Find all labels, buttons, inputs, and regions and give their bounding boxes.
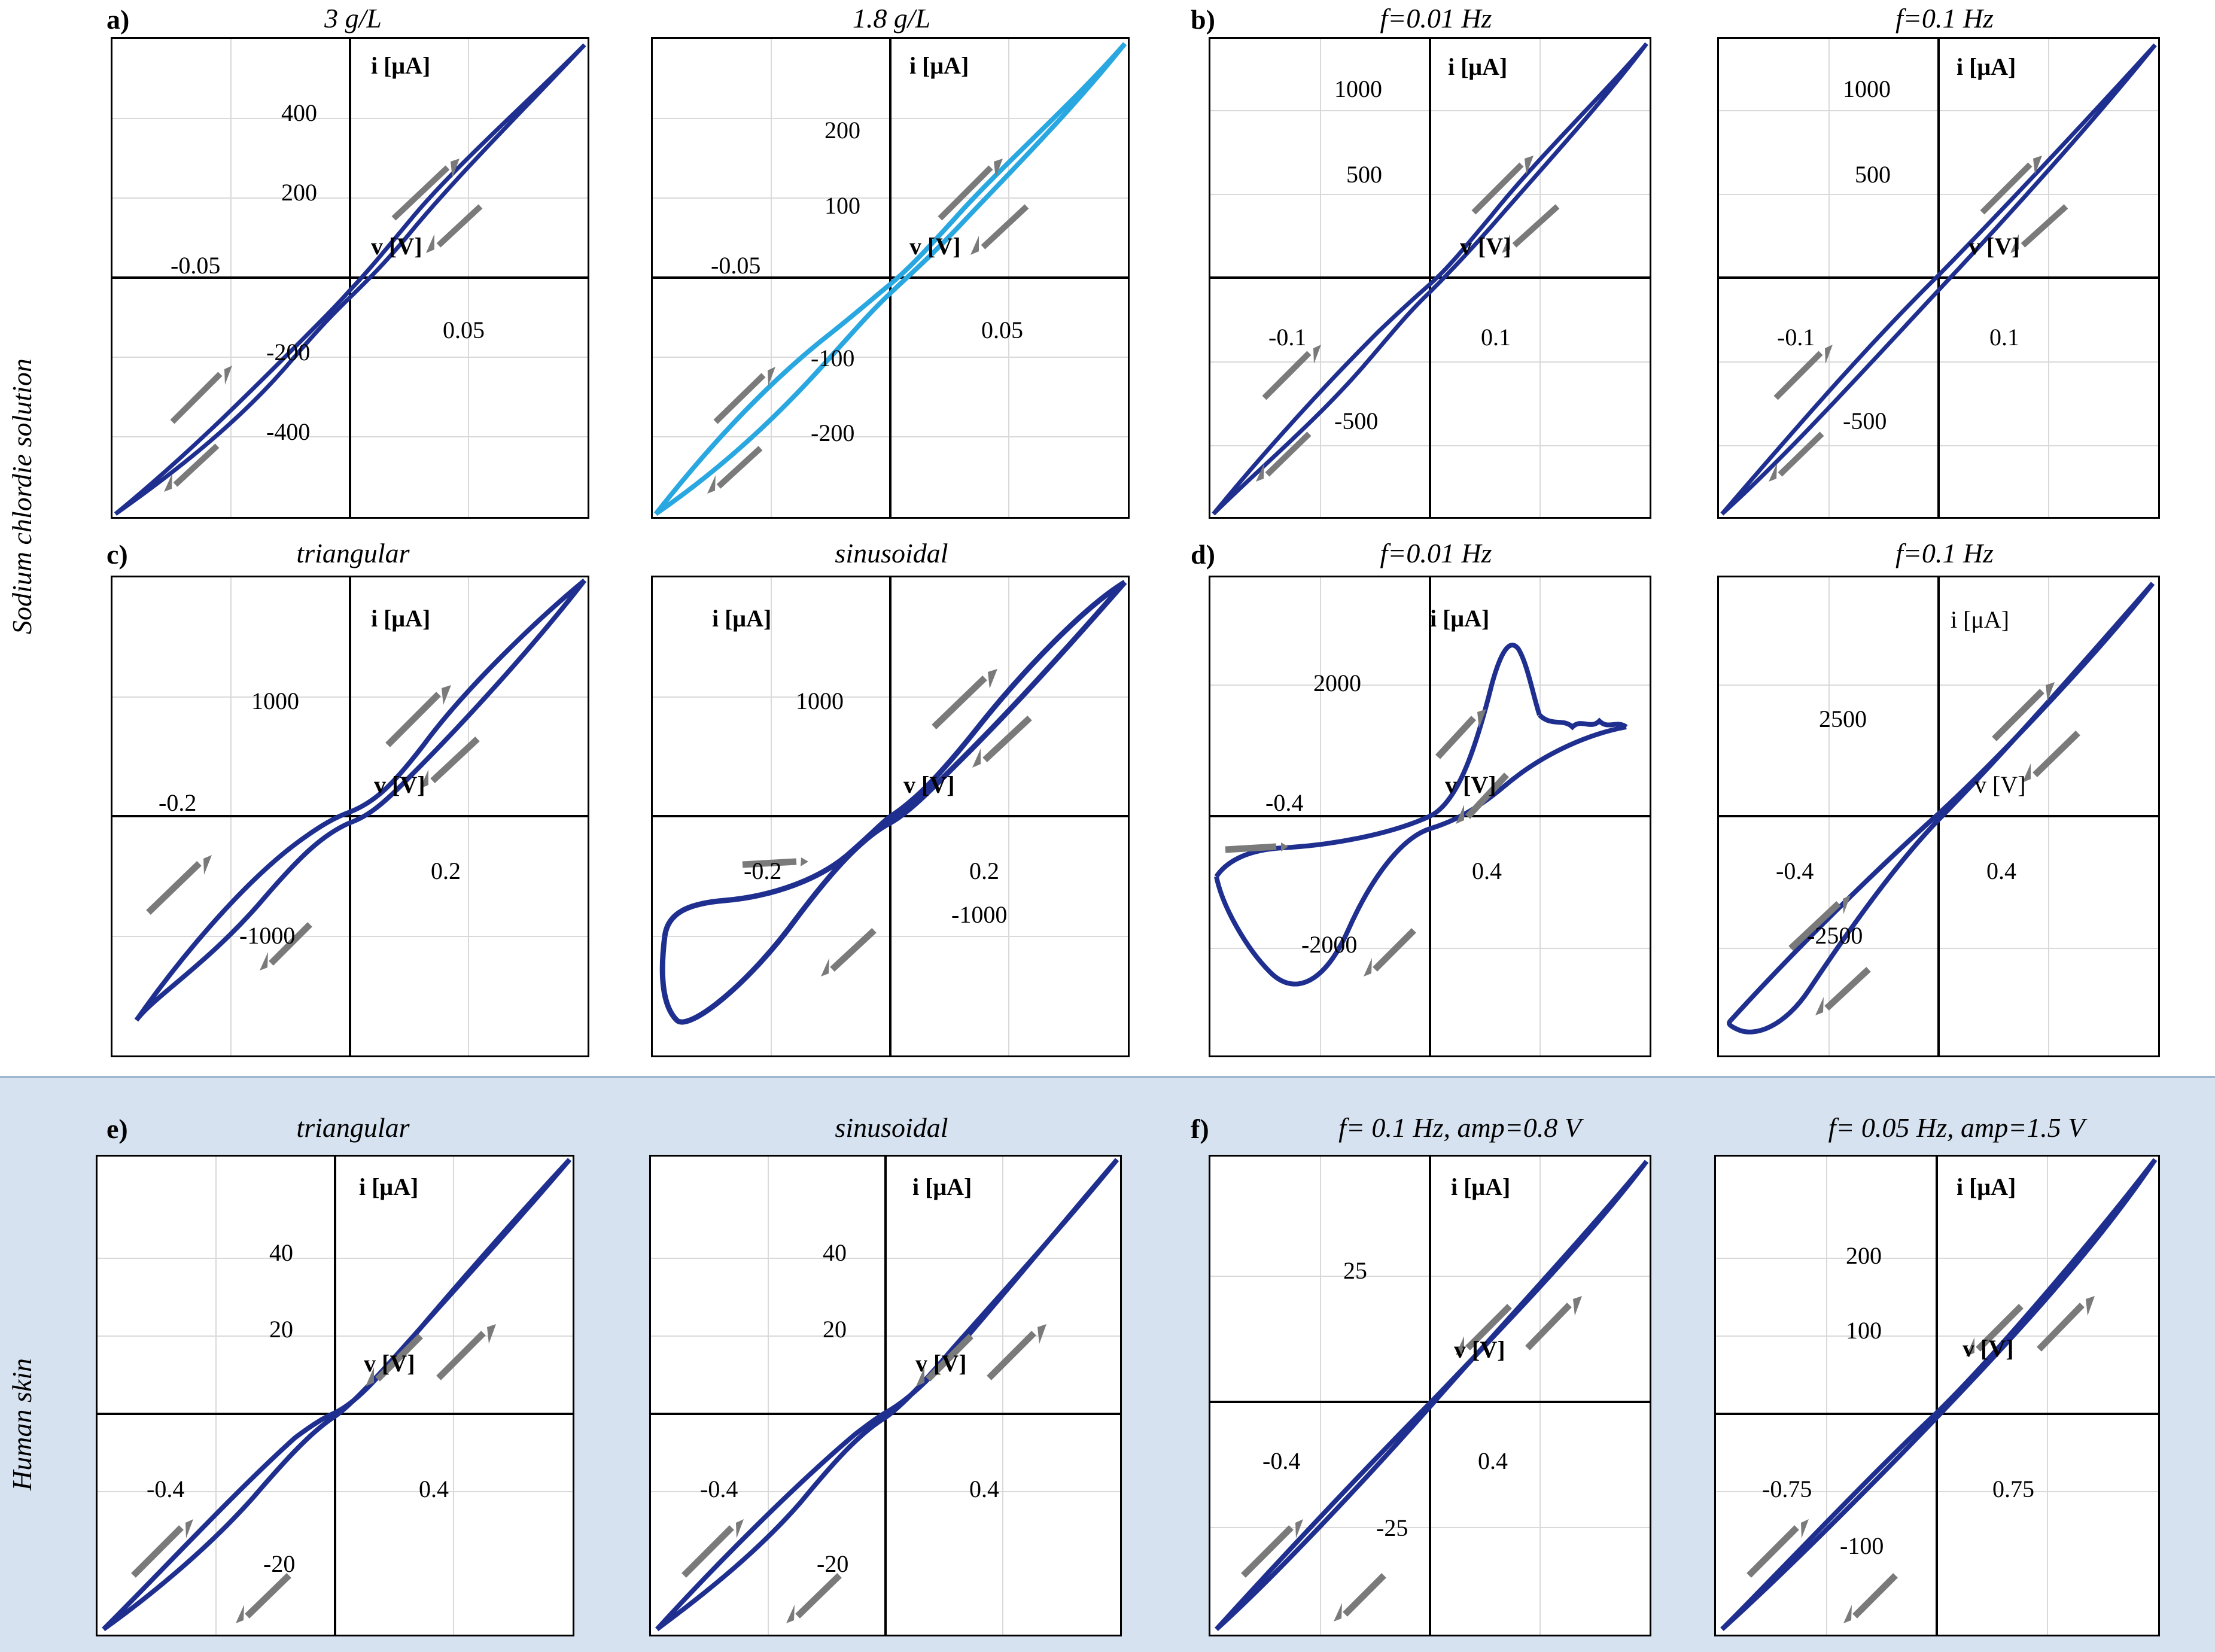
plot-e2-svg — [651, 1157, 1120, 1635]
plot-b2-ytick-500: 500 — [1855, 161, 1891, 188]
plot-a1-xlabel: v [V] — [371, 233, 422, 260]
plot-a2-ytick-neg200: -200 — [811, 419, 855, 446]
plot-e1-ytick-neg20: -20 — [263, 1550, 296, 1577]
plot-b2-ytick-neg500: -500 — [1843, 407, 1887, 434]
plot-e1-svg — [98, 1157, 573, 1635]
plot-f1-svg — [1210, 1157, 1650, 1635]
plot-f1-ylabel: i [μA] — [1451, 1173, 1511, 1200]
panel-title-f1: f= 0.1 Hz, amp=0.8 V — [1338, 1112, 1581, 1143]
plot-c1-xtick-pos: 0.2 — [431, 857, 461, 884]
plot-c2 — [651, 576, 1130, 1057]
plot-a2-ytick-200: 200 — [824, 117, 860, 144]
plot-d1-ylabel: i [μA] — [1430, 605, 1490, 632]
panel-title-e1: triangular — [296, 1112, 410, 1143]
plot-a2-ylabel: i [μA] — [909, 52, 969, 79]
plot-f1-ytick-neg25: -25 — [1376, 1514, 1408, 1541]
plot-b1-xtick-neg: -0.1 — [1268, 324, 1307, 351]
plot-f1-ytick-25: 25 — [1343, 1257, 1367, 1284]
plot-b2-xlabel: v [V] — [1968, 233, 2020, 260]
plot-d2 — [1717, 576, 2160, 1057]
plot-f1-xlabel: v [V] — [1454, 1336, 1505, 1363]
plot-f2-xtick-neg: -0.75 — [1762, 1475, 1812, 1502]
plot-d1-xtick-neg: -0.4 — [1265, 789, 1304, 816]
plot-c2-svg — [653, 577, 1128, 1055]
plot-e1-ylabel: i [μA] — [359, 1173, 419, 1200]
plot-a1-ylabel: i [μA] — [371, 52, 431, 79]
plot-e1-ytick-40: 40 — [269, 1239, 293, 1266]
plot-f2 — [1714, 1155, 2160, 1636]
plot-c1-ylabel: i [μA] — [371, 605, 431, 632]
plot-d1-ytick-neg2000: -2000 — [1301, 931, 1358, 958]
panel-letter-e: e) — [107, 1113, 128, 1144]
plot-b1-svg — [1210, 39, 1650, 517]
plot-d1-xtick-pos: 0.4 — [1472, 857, 1502, 884]
plot-a1-ytick-neg200: -200 — [266, 339, 311, 366]
plot-d2-ylabel: i [μA] — [1951, 606, 2010, 633]
band-divider-top — [0, 1076, 2215, 1078]
plot-b2-svg — [1719, 39, 2158, 517]
plot-b1-ylabel: i [μA] — [1448, 53, 1508, 80]
row-label-skin: Human skin — [7, 1358, 37, 1490]
panel-title-b1: f=0.01 Hz — [1380, 3, 1492, 34]
panel-title-c1: triangular — [296, 538, 410, 568]
plot-e2-xtick-pos: 0.4 — [969, 1475, 999, 1502]
plot-e2-ytick-neg20: -20 — [817, 1550, 849, 1577]
plot-d2-svg — [1719, 577, 2158, 1055]
plot-d2-ytick-neg2500: -2500 — [1807, 922, 1863, 949]
plot-b2-ylabel: i [μA] — [1957, 53, 2016, 80]
plot-b2-xtick-neg: -0.1 — [1777, 324, 1815, 351]
plot-d1-ytick-2000: 2000 — [1313, 670, 1361, 696]
plot-a2-xlabel: v [V] — [909, 233, 961, 260]
plot-a2-xtick-pos: 0.05 — [981, 317, 1023, 343]
plot-e1-xtick-neg: -0.4 — [147, 1475, 185, 1502]
plot-e1 — [96, 1155, 574, 1636]
plot-c2-xtick-pos: 0.2 — [969, 857, 999, 884]
panel-letter-d: d) — [1191, 539, 1215, 570]
plot-b1-xlabel: v [V] — [1460, 233, 1511, 260]
plot-b1-ytick-500: 500 — [1346, 161, 1382, 188]
plot-e2-ytick-20: 20 — [823, 1316, 847, 1343]
plot-d2-ytick-2500: 2500 — [1819, 705, 1867, 732]
panel-title-b2: f=0.1 Hz — [1895, 3, 1994, 34]
plot-c1-ytick-neg1000: -1000 — [239, 922, 296, 949]
plot-a1-xtick-pos: 0.05 — [443, 317, 485, 343]
plot-f2-svg — [1716, 1157, 2158, 1635]
plot-b1 — [1209, 37, 1651, 519]
plot-b2-xtick-pos: 0.1 — [1989, 324, 2019, 351]
plot-c2-xlabel: v [V] — [903, 771, 955, 798]
plot-a2-xtick-neg: -0.05 — [711, 252, 761, 279]
plot-d2-xtick-pos: 0.4 — [1986, 857, 2016, 884]
plot-b1-xtick-pos: 0.1 — [1481, 324, 1511, 351]
panel-letter-a: a) — [107, 4, 130, 35]
panel-title-f2: f= 0.05 Hz, amp=1.5 V — [1828, 1112, 2085, 1143]
plot-d2-xlabel: v [V] — [1974, 771, 2026, 798]
plot-c2-xtick-neg: -0.2 — [744, 857, 782, 884]
plot-a1-ytick-200: 200 — [281, 179, 317, 206]
plot-c1-ytick-1000: 1000 — [251, 687, 299, 714]
plot-c1-xlabel: v [V] — [374, 771, 425, 798]
plot-b1-ytick-1000: 1000 — [1334, 75, 1382, 102]
panel-title-d2: f=0.1 Hz — [1895, 538, 1994, 568]
row-label-solution: Sodium chlordie solution — [7, 358, 37, 635]
plot-e1-xtick-pos: 0.4 — [419, 1475, 449, 1502]
plot-a1-ytick-neg400: -400 — [266, 418, 311, 445]
panel-letter-b: b) — [1191, 4, 1215, 35]
plot-f1 — [1209, 1155, 1651, 1636]
plot-d1-xlabel: v [V] — [1445, 771, 1496, 798]
plot-d2-xtick-neg: -0.4 — [1776, 857, 1814, 884]
plot-a2-ytick-neg100: -100 — [811, 345, 855, 372]
plot-e2-ylabel: i [μA] — [912, 1173, 972, 1200]
plot-e1-ytick-20: 20 — [269, 1316, 293, 1343]
plot-e2-ytick-40: 40 — [823, 1239, 847, 1266]
plot-e2 — [649, 1155, 1122, 1636]
plot-f2-xtick-pos: 0.75 — [1992, 1475, 2034, 1502]
plot-e1-xlabel: v [V] — [364, 1350, 415, 1377]
plot-f1-xtick-neg: -0.4 — [1262, 1447, 1301, 1474]
panel-title-a2: 1.8 g/L — [852, 3, 931, 34]
panel-title-e2: sinusoidal — [835, 1112, 948, 1143]
plot-a1-ytick-400: 400 — [281, 99, 317, 126]
panel-title-d1: f=0.01 Hz — [1380, 538, 1492, 568]
plot-f2-ytick-100: 100 — [1846, 1317, 1882, 1344]
plot-e2-xlabel: v [V] — [915, 1350, 967, 1377]
plot-f2-ytick-neg100: -100 — [1840, 1532, 1884, 1559]
plot-c2-ytick-1000: 1000 — [796, 687, 844, 714]
panel-letter-c: c) — [107, 539, 128, 570]
plot-f1-xtick-pos: 0.4 — [1478, 1447, 1508, 1474]
plot-b2 — [1717, 37, 2160, 519]
plot-a1-xtick-neg: -0.05 — [171, 252, 221, 279]
plot-c2-ytick-neg1000: -1000 — [951, 901, 1008, 928]
plot-a2-ytick-100: 100 — [824, 192, 860, 219]
plot-e2-xtick-neg: -0.4 — [700, 1475, 738, 1502]
plot-b1-ytick-neg500: -500 — [1334, 407, 1379, 434]
plot-f2-ytick-200: 200 — [1846, 1242, 1882, 1269]
plot-f2-xlabel: v [V] — [1963, 1335, 2014, 1362]
plot-b2-ytick-1000: 1000 — [1843, 75, 1891, 102]
plot-f2-ylabel: i [μA] — [1957, 1173, 2016, 1200]
panel-title-c2: sinusoidal — [835, 538, 948, 568]
plot-c1-xtick-neg: -0.2 — [159, 789, 197, 816]
plot-c2-ylabel: i [μA] — [712, 605, 772, 632]
panel-letter-f: f) — [1191, 1113, 1209, 1144]
panel-title-a1: 3 g/L — [324, 3, 382, 34]
